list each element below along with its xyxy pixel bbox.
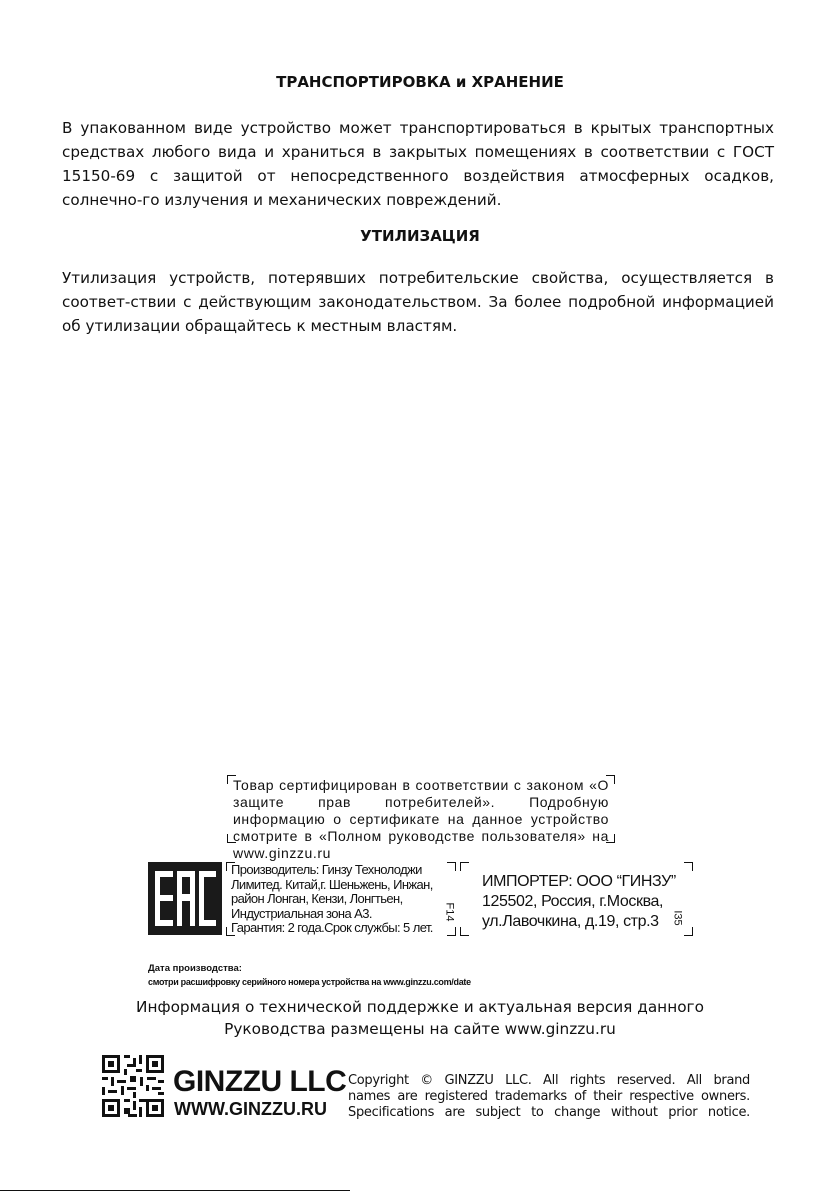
- importer-line: ИМПОРТЕР: ООО “ГИНЗУ”: [482, 873, 676, 890]
- bracket-corner: [684, 862, 693, 871]
- importer-line: 125502, Россия, г.Москва,: [482, 893, 664, 910]
- bracket-corner: [460, 927, 469, 936]
- certificate-block: [227, 775, 615, 861]
- copyright-line: Copyright © GINZZU LLC. All rights reserved. All brand: [348, 1073, 750, 1088]
- support-info: [0, 996, 840, 1040]
- copyright-line: Specifications are subject to change without prior notice.: [348, 1105, 750, 1120]
- importer-text: [482, 872, 676, 932]
- importer-line: ул.Лавочкина, д.19, стр.3: [482, 913, 659, 930]
- support-line: Руководства размещены на сайте www.ginzzu.ru: [224, 1020, 616, 1038]
- bracket-corner: [447, 927, 456, 936]
- importer-block: [460, 862, 693, 936]
- production-date-hint: смотри расшифровку серийного номера устройства на www.ginzzu.com/date: [148, 977, 471, 987]
- manufacturer-line: Производитель: Гинзу Технолоджи: [231, 862, 422, 877]
- manufacturer-line: район Лонган, Кензи, Лонгтьен,: [231, 891, 403, 906]
- bracket-corner: [460, 862, 469, 871]
- certificate-text: Товар сертифицирован в соответствии с законом «О защите прав потребителей». Подробную информацию о сертификате на данное устройство смотрите в «Полном руководстве пользователя» на www.ginzzu.ru: [233, 777, 609, 861]
- manufacturer-code: F14: [443, 902, 456, 922]
- disposal-heading: УТИЛИЗАЦИЯ: [360, 227, 480, 245]
- production-date-label: Дата производства:: [148, 963, 242, 974]
- bracket-corner: [684, 927, 693, 936]
- manufacturer-text: [231, 863, 446, 936]
- brand-name: GINZZU LLC: [173, 1065, 347, 1098]
- bottom-divider: [0, 1190, 350, 1191]
- transport-heading: ТРАНСПОРТИРОВКА и ХРАНЕНИЕ: [276, 73, 564, 91]
- manufacturer-line: Индустриальная зона А3.: [231, 905, 372, 921]
- manufacturer-line: Лимитед. Китай,г. Шеньжень, Инжан,: [231, 876, 433, 892]
- eac-mark-icon: [148, 862, 222, 935]
- support-line: Информация о технической поддержке и актуальная версия данного: [136, 998, 704, 1016]
- brand-url: WWW.GINZZU.RU: [174, 1099, 327, 1119]
- transport-text: В упакованном виде устройство может транспортироваться в крытых транспортных средствах любого вида и храниться в закрытых помещениях в соответствии с ГОСТ 15150-69 с защитой от непосредственного воздействия атмосферных осадков, солнечно-го излучения и механических повреждений.: [62, 119, 774, 209]
- disposal-text: Утилизация устройств, потерявших потребительские свойства, осуществляется в соответ-ствии с действующим законодательством. За более подробной информацией об утилизации обращайтесь к местным властям.: [62, 269, 774, 335]
- qr-code-icon: [102, 1055, 164, 1117]
- importer-code: I35: [671, 910, 684, 926]
- copyright-notice: [348, 1073, 750, 1121]
- copyright-line: names are registered trademarks of their respective owners.: [348, 1089, 750, 1104]
- warranty-line: Гарантия: 2 года.Срок службы: 5 лет.: [231, 920, 433, 935]
- manufacturer-block: [226, 862, 456, 936]
- bracket-corner: [447, 862, 456, 871]
